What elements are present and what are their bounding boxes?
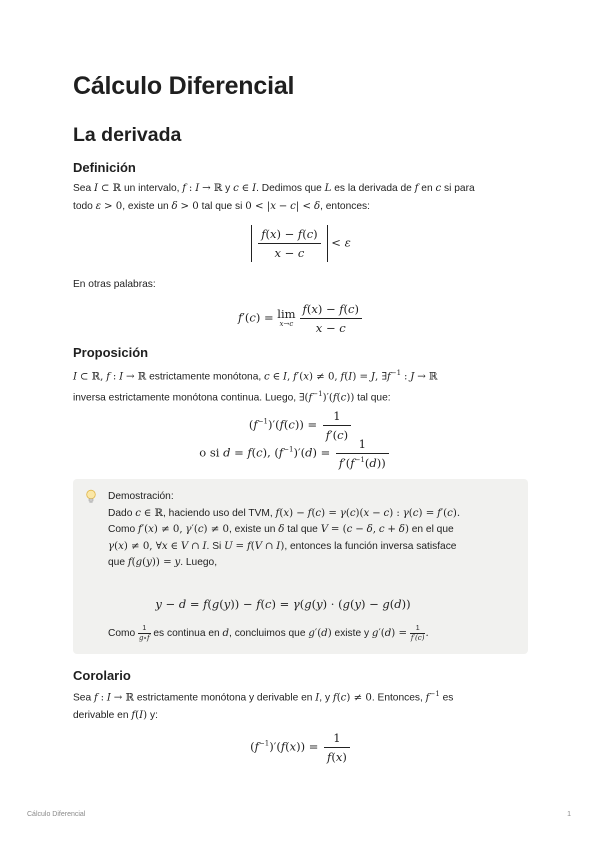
corollary-heading: Corolario <box>73 668 131 683</box>
definition-text: Sea I ⊂ ℝ un intervalo, f : I → ℝ y c ∈ I. Dedimos que L es la derivada de f en c si para todo ε > 0, existe un δ > 0 tal que si 0 < |x − c| < δ, entonces: <box>73 183 475 212</box>
footer-title: Cálculo Diferencial <box>27 811 86 818</box>
proposition-heading: Proposición <box>73 345 149 360</box>
proof-callout <box>73 479 528 654</box>
proof-conclusion: Como $\frac{1}{g\circ f}$ es continua en d, concluimos que g′(d) existe y g′(d) = $\frac{1}{f'(c)}$ . <box>108 625 429 642</box>
footer-page-number: 1 <box>567 811 571 818</box>
proof-text: Demostración: Dado c ∈ ℝ, haciendo uso del TVM, f(x) − f(c) = γ(c)(x − c) : γ(c) = f′(c). Como f′(x) ≠ 0, γ′(c) ≠ 0, existe un δ tal que V = (c − δ, c + δ) en el que γ(x) ≠ 0, ∀x ∈ V ∩ I. Si U = f(V ∩ I), entonces la función inversa satisface que f(g(y)) = y. Luego, <box>108 491 461 569</box>
proof-formula: y − d = f(g(y)) − f(c) = γ(g(y) · (g(y) − g(d)) <box>155 597 411 611</box>
corollary-formula: $(f^{-1})'(f(x))$ = $\frac{1}{f(x)}$ <box>73 731 529 764</box>
definition-heading: Definición <box>73 160 136 175</box>
derivative-limit-formula: f′(c) = lim x→c $\frac{f(x) - f(c)}{x - c}$ <box>73 302 529 335</box>
inverse-derivative-formula: $(f^{-1})'(f(c))$ = $\frac{1}{f'(c)}$ <box>73 409 529 442</box>
proposition-text: I ⊂ ℝ, f : I → ℝ estrictamente monótona, c ∈ I, f′(x) ≠ 0, f(I) = J, $\exists f^{-1}$ : J → ℝ inversa estrictamente monótona continua. Luego, $\exists(f^{-1})'(f(c))$ tal que: <box>73 369 438 404</box>
other-words-text: En otras palabras: <box>73 279 156 290</box>
inverse-derivative-formula-alt: o si d = f(c), $(f^{-1})'(d)$ = $\frac{1}{f'(f^{-1}(d))}$ <box>67 437 523 470</box>
page-title: Cálculo Diferencial <box>73 72 295 100</box>
definition-formula: $\frac{f(x) - f(c)}{x - c}$ < ε <box>73 225 529 262</box>
corollary-text: Sea f : I → ℝ estrictamente monótona y derivable en I, y f(c) ≠ 0. Entonces, $f^{-1}$ es derivable en f(I) y: <box>73 690 454 721</box>
section-heading: La derivada <box>73 124 182 146</box>
lightbulb-icon <box>86 489 96 505</box>
